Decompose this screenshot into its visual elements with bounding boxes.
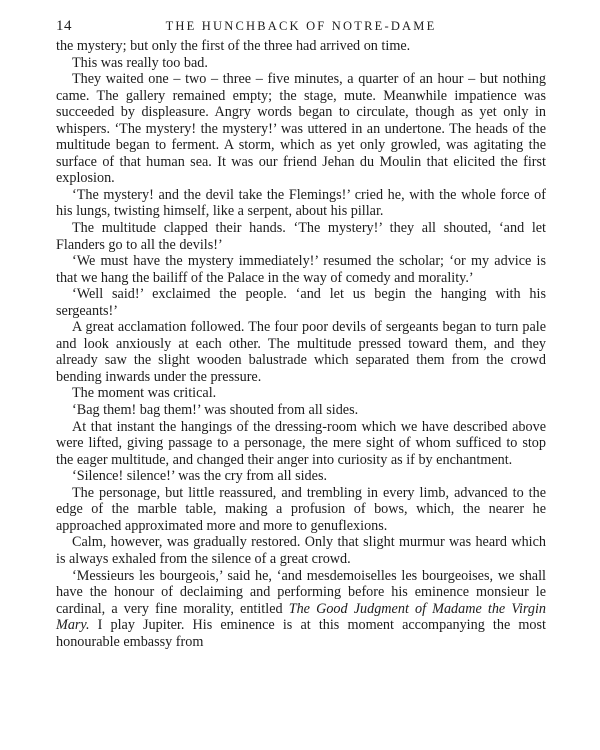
- paragraph-last: [56, 568, 546, 651]
- paragraph: A great acclamation followed. The four poor devils of sergeants began to turn pale and look anxiously at each other. The multitude pressed toward them, and they already saw the slight wooden balustrade which separated them from the crowd bending inwards under the pressure.: [56, 319, 546, 385]
- paragraph: The multitude clapped their hands. ‘The mystery!’ they all shouted, ‘and let Flanders go to all the devils!’: [56, 220, 546, 253]
- body-text: [56, 38, 546, 650]
- morality-title: The Good Judgment of Madame the Virgin Mary.: [56, 600, 547, 634]
- paragraph: the mystery; but only the first of the three had arrived on time.: [56, 38, 411, 54]
- paragraph: The personage, but little reassured, and trembling in every limb, advanced to the edge of the marble table, making a profusion of bows, which, the nearer he approached approximated more and more to genuflexions.: [56, 484, 546, 534]
- paragraph-text: ‘Messieurs les bourgeois,’ said he, ‘and mesdemoiselles les bourgeoises, we shall have the honour of declaiming and performing before his eminence monsieur le cardinal, a very fine morality, entitled: [56, 567, 546, 617]
- paragraph: ‘Bag them! bag them!’ was shouted from all sides.: [72, 402, 359, 419]
- paragraph: Calm, however, was gradually restored. Only that slight murmur was heard which is always exhaled from the silence of a great crowd.: [56, 534, 546, 567]
- paragraph: This was really too bad.: [72, 54, 208, 71]
- paragraph: ‘The mystery! and the devil take the Flemings!’ cried he, with the whole force of his lungs, twisting himself, like a serpent, about his pillar.: [56, 186, 546, 220]
- paragraph: ‘Silence! silence!’ was the cry from all sides.: [72, 468, 328, 485]
- paragraph: The moment was critical.: [72, 385, 217, 402]
- book-title: THE HUNCHBACK OF NOTRE-DAME: [165, 19, 437, 33]
- paragraph: They waited one – two – three – five minutes, a quarter of an hour – but nothing came. The gallery remained empty; the stage, mute. Meanwhile impatience was succeeded by displeasure. Angry words began to circulate, though as yet only in whispers. ‘The mystery! the mystery!’ was uttered in an undertone. The heads of the multitude began to ferment. A storm, which as yet only growled, was agitating the surface of that human sea. It was our friend Jehan du Moulin that elicited the first explosion.: [56, 71, 546, 187]
- paragraph: ‘Well said!’ exclaimed the people. ‘and let us begin the hanging with his sergeants!’: [56, 286, 546, 319]
- page-number: 14: [56, 18, 72, 34]
- paragraph-text: I play Jupiter. His eminence is at this moment accompanying the most honourable embassy from: [56, 617, 546, 650]
- running-head: [56, 14, 546, 36]
- paragraph: At that instant the hangings of the dressing-room which we have described above were lifted, giving passage to a personage, the mere sight of whom sufficed to stop the eager multitude, and changed their anger into curiosity as if by enchantment.: [56, 418, 546, 468]
- paragraph: ‘We must have the mystery immediately!’ resumed the scholar; ‘or my advice is that we hang the bailiff of the Palace in the way of comedy and morality.’: [56, 253, 546, 286]
